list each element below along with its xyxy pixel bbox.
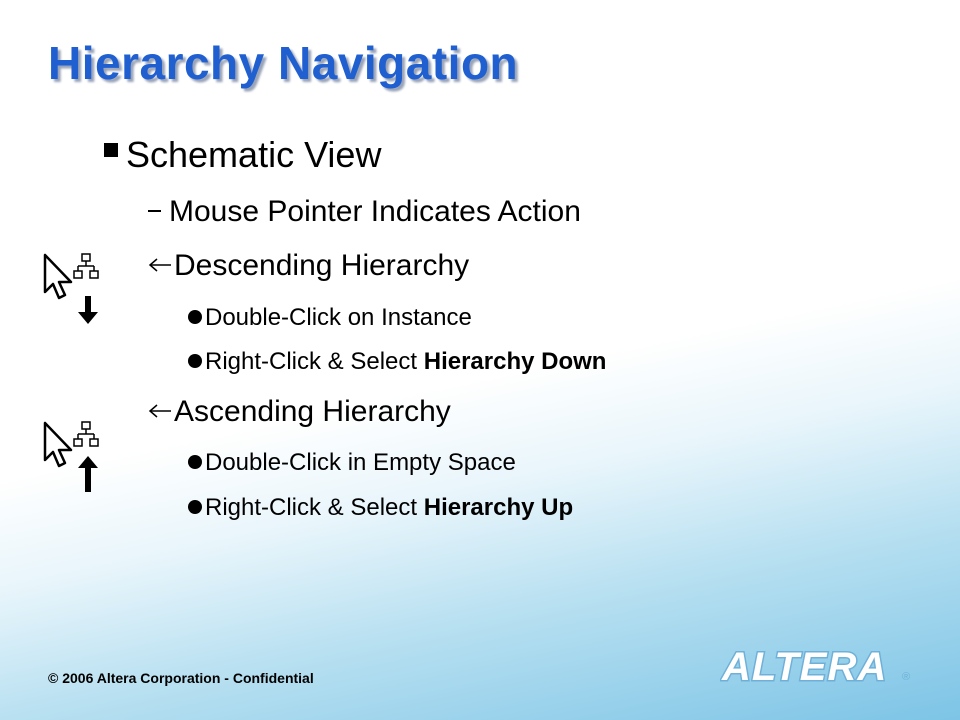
bullet-ascending-item-2 xyxy=(188,494,573,522)
left-arrow-icon xyxy=(148,257,172,273)
hierarchy-up-cursor-icon xyxy=(42,420,104,498)
ascending-item-1-text: Double-Click in Empty Space xyxy=(205,449,516,476)
bullet-descending xyxy=(148,249,469,283)
registered-mark: ® xyxy=(902,671,911,683)
ascending-item-2-bold: Hierarchy Up xyxy=(423,494,574,521)
hierarchy-down-cursor-icon xyxy=(42,252,104,330)
left-arrow-icon xyxy=(148,403,172,419)
point1-text: Mouse Pointer Indicates Action xyxy=(169,195,581,228)
square-bullet-icon xyxy=(104,143,118,157)
slide-title: Hierarchy Navigation xyxy=(48,37,519,89)
heading-text: Schematic View xyxy=(126,134,382,175)
dot-bullet-icon xyxy=(188,500,202,514)
bullet-descending-item-2 xyxy=(188,348,606,376)
dot-bullet-icon xyxy=(188,455,202,469)
descending-item-1-text: Double-Click on Instance xyxy=(205,304,472,331)
descending-label: Descending Hierarchy xyxy=(174,249,470,282)
bullet-schematic-view xyxy=(104,134,381,176)
descending-item-2-bold: Hierarchy Down xyxy=(423,348,607,375)
bullet-ascending-item-1 xyxy=(188,449,516,477)
bullet-ascending xyxy=(148,395,451,429)
ascending-item-2-prefix: Right-Click & Select xyxy=(205,494,424,521)
altera-logo xyxy=(720,640,920,690)
altera-logo-text: ALTERA xyxy=(722,645,888,689)
bullet-mouse-pointer xyxy=(148,195,581,229)
dot-bullet-icon xyxy=(188,354,202,368)
dash-bullet-icon xyxy=(148,210,161,212)
footer-copyright: © 2006 Altera Corporation - Confidential xyxy=(48,670,314,686)
ascending-label: Ascending Hierarchy xyxy=(174,395,451,428)
descending-item-2-prefix: Right-Click & Select xyxy=(205,348,424,375)
bullet-descending-item-1 xyxy=(188,304,472,332)
dot-bullet-icon xyxy=(188,310,202,324)
